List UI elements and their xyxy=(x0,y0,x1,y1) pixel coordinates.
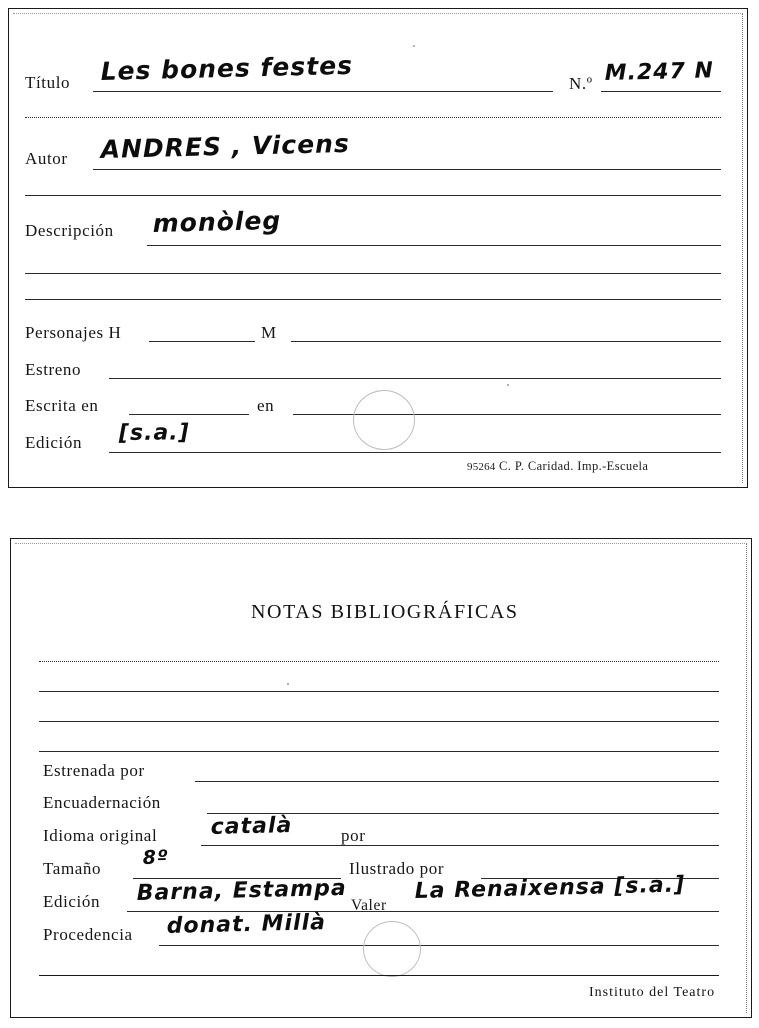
rule-sep-4 xyxy=(25,299,721,300)
label-edicion-bottom: Edición xyxy=(43,892,101,911)
value-idioma-original: català xyxy=(210,813,293,840)
rule-sep-1 xyxy=(25,117,721,118)
label-personajes-m: M xyxy=(261,323,277,342)
rule-descripcion xyxy=(147,245,721,246)
rule-sep-3 xyxy=(25,273,721,274)
bibliographic-notes-heading: NOTAS BIBLIOGRÁFICAS xyxy=(251,601,519,623)
rule-personajes-h xyxy=(149,341,255,342)
label-personajes-h: Personajes H xyxy=(25,323,122,342)
label-idioma-original: Idioma original xyxy=(43,826,158,845)
label-descripcion: Descripción xyxy=(25,221,114,240)
rule-titulo xyxy=(93,91,553,92)
rule-escrita-en xyxy=(129,414,249,415)
value-titulo: Les bones festes xyxy=(100,50,354,86)
value-descripcion: monòleg xyxy=(152,205,282,238)
rule-personajes-m xyxy=(291,341,721,342)
rule-numero xyxy=(601,91,721,92)
value-edicion-bottom: Barna, Estampa xyxy=(136,875,347,906)
rule-note-2 xyxy=(39,691,719,692)
rule-autor xyxy=(93,169,721,170)
footer-rule xyxy=(39,975,719,976)
rule-idioma xyxy=(201,845,719,846)
value-valer: La Renaixensa [s.a.] xyxy=(414,872,686,904)
circle-artifact xyxy=(353,390,415,450)
label-ilustrado-por: Ilustrado por xyxy=(349,859,445,878)
rule-note-1 xyxy=(39,661,719,662)
label-idioma-por: por xyxy=(341,826,366,845)
rule-note-4 xyxy=(39,751,719,752)
catalog-card-back xyxy=(10,538,752,1018)
label-valer: Valer xyxy=(351,897,387,914)
label-procedencia: Procedencia xyxy=(43,925,133,944)
label-tamano: Tamaño xyxy=(43,859,102,878)
rule-note-3 xyxy=(39,721,719,722)
circle-artifact xyxy=(363,921,421,977)
value-procedencia: donat. Millà xyxy=(166,910,327,939)
rule-estreno xyxy=(109,378,721,379)
rule-procedencia xyxy=(159,945,719,946)
label-estrenada-por: Estrenada por xyxy=(43,761,145,780)
label-encuadernacion: Encuadernación xyxy=(43,793,161,812)
scan-speck xyxy=(413,45,415,47)
catalog-card-front xyxy=(8,8,748,488)
printer-code: 95264 xyxy=(467,461,496,473)
printer-text: C. P. Caridad. Imp.-Escuela xyxy=(499,459,649,473)
scan-speck xyxy=(507,384,509,386)
institute-footer: Instituto del Teatro xyxy=(589,985,716,1000)
rule-estrenada-por xyxy=(195,781,719,782)
label-edicion: Edición xyxy=(25,433,83,452)
value-autor: ANDRES , Vicens xyxy=(100,128,351,164)
label-numero: N.º xyxy=(569,74,593,93)
rule-sep-2 xyxy=(25,195,721,196)
value-edicion: [s.a.] xyxy=(118,420,190,446)
value-tamano: 8º xyxy=(142,846,169,869)
label-titulo: Título xyxy=(25,73,71,92)
scan-speck xyxy=(287,683,289,685)
rule-edicion xyxy=(109,452,721,453)
printer-imprint xyxy=(467,459,648,474)
label-estreno: Estreno xyxy=(25,360,82,379)
label-escrita-en: Escrita en xyxy=(25,396,99,415)
label-autor: Autor xyxy=(25,149,68,168)
value-numero: M.247 N xyxy=(604,58,715,86)
label-en: en xyxy=(257,396,275,415)
